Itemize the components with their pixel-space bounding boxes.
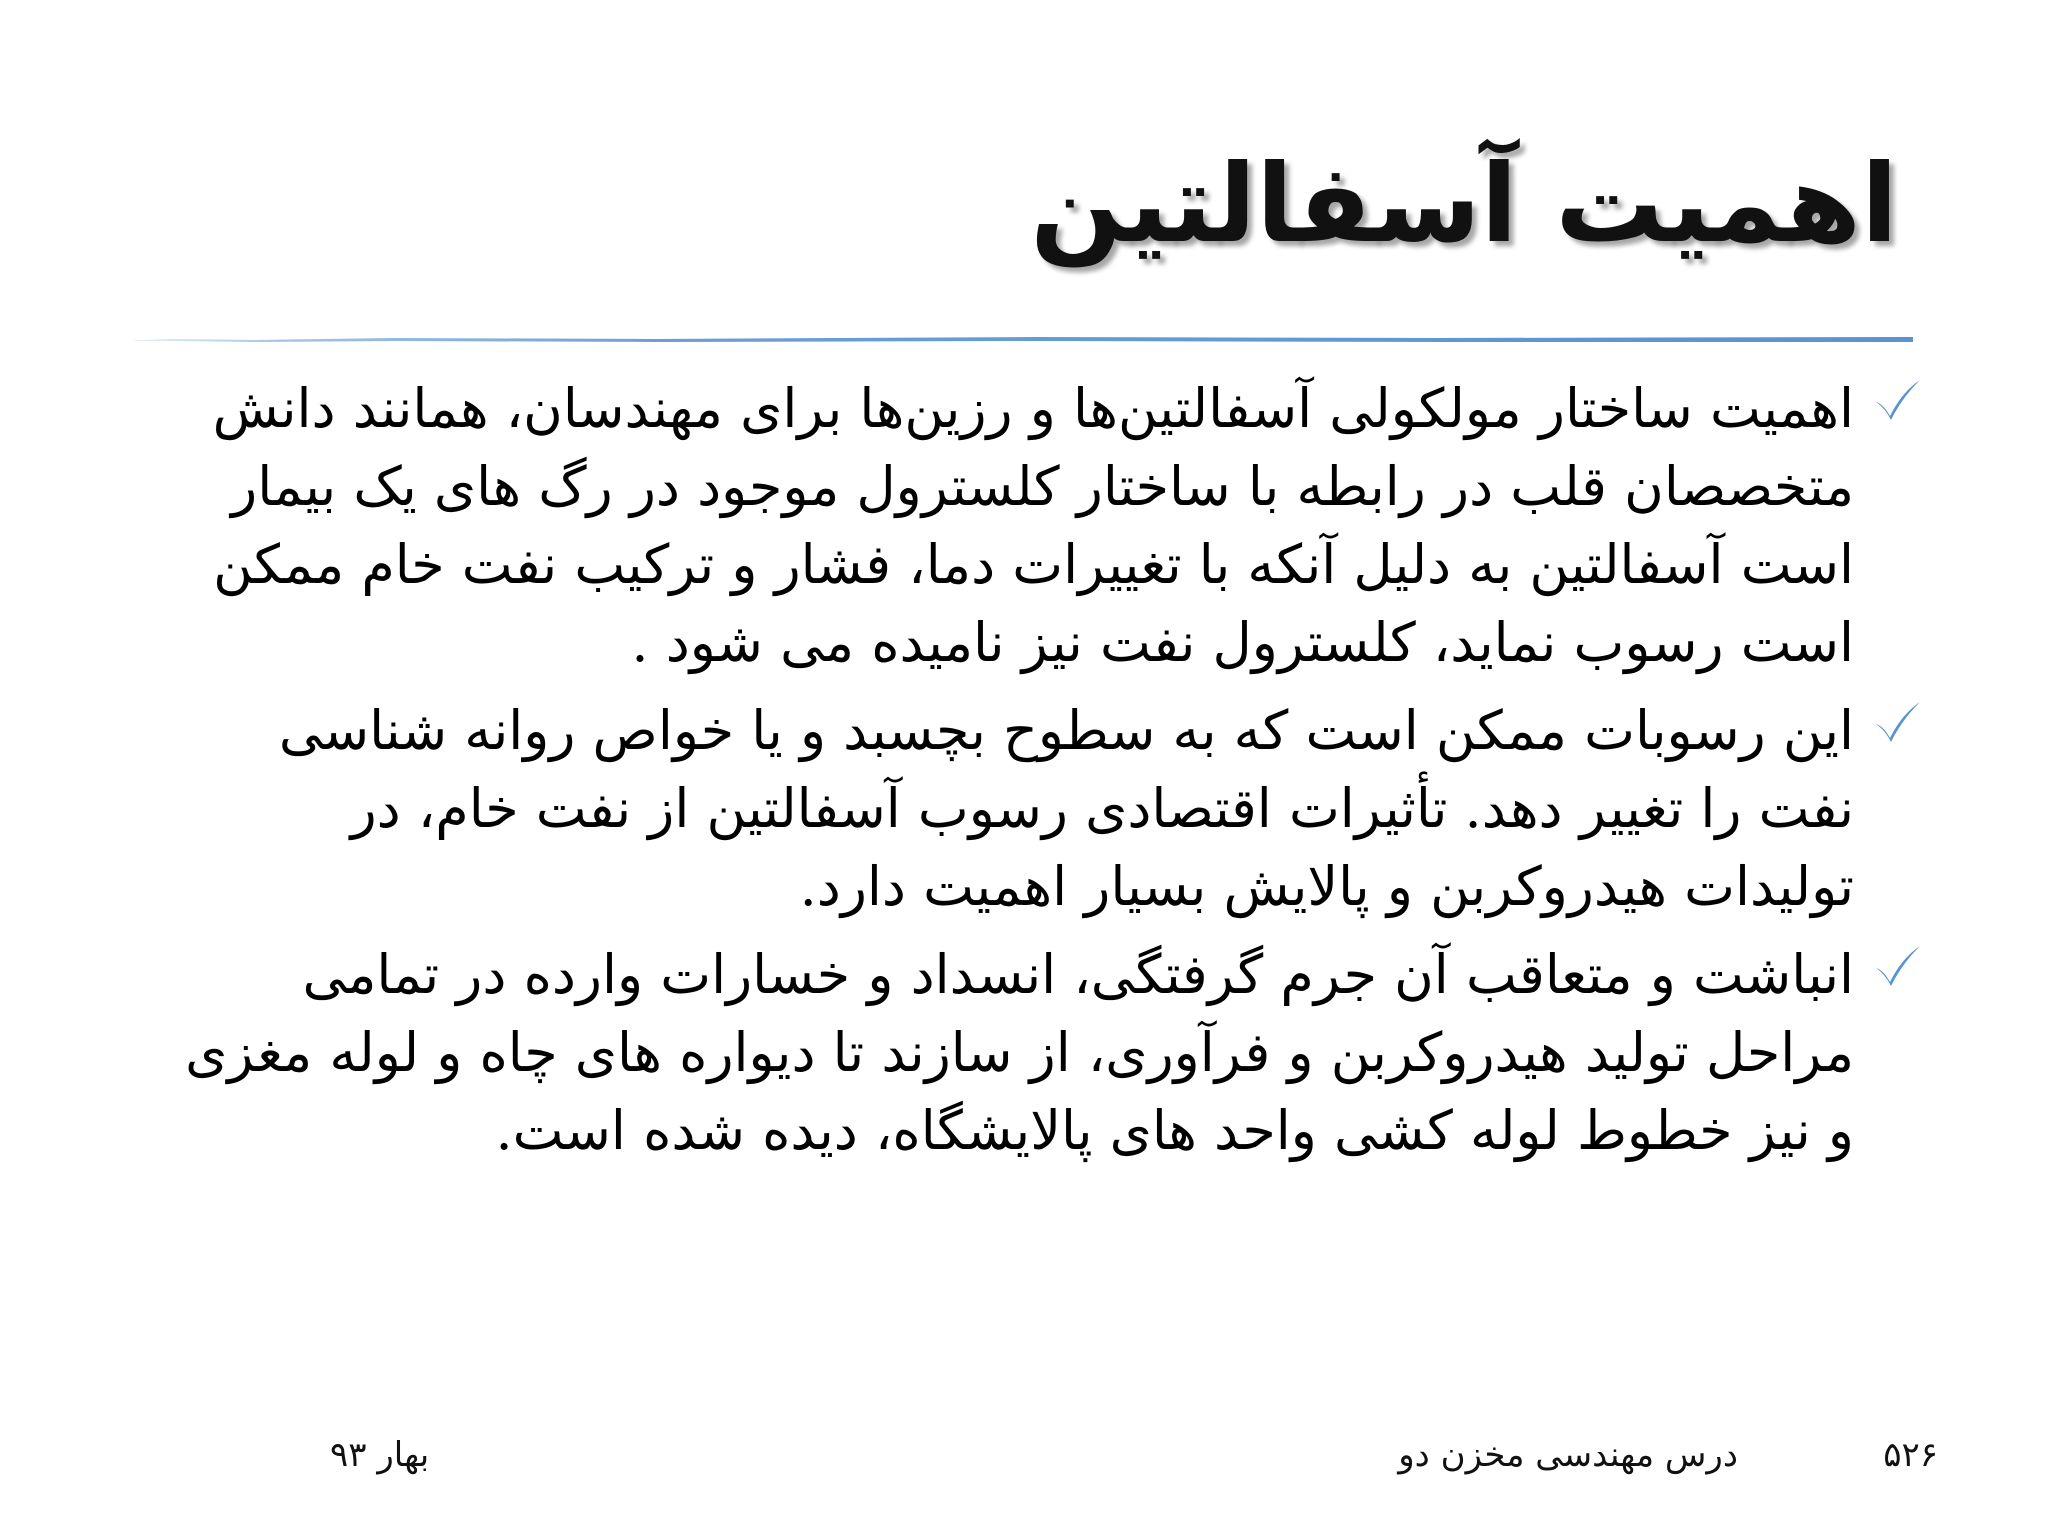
checkmark-icon: [1872, 376, 1924, 422]
bullet-text: این رسوبات ممکن است که به سطوح بچسبد و یا خواص روانه شناسی نفت را تغییر دهد. تأثیرات اقتصادی رسوب آسفالتین از نفت خام، در تولیدات هیدروکربن و پالایش بسیار اهمیت دارد.: [278, 699, 1854, 918]
checkmark-icon: [1872, 698, 1924, 744]
bullet-text: اهمیت ساختار مولکولی آسفالتین‌ها و رزین‌ها برای مهندسان، همانند دانش متخصصان قلب در رابطه با ساختار کلسترول موجود در رگ های یک بیمار است آسفالتین به دلیل آنکه با تغییرات دما، فشار و ترکیب نفت خام ممکن است رسوب نماید، کلسترول نفت نیز نامیده می شود .: [212, 377, 1854, 674]
bullet-list: [178, 370, 1898, 1180]
course-name: درس مهندسی مخزن دو: [1398, 1435, 1738, 1475]
bullet-item: [178, 370, 1898, 682]
page-number: ۵۲۶: [1883, 1435, 1938, 1475]
checkmark-icon: [1872, 942, 1924, 988]
bullet-item: [178, 692, 1898, 926]
title-divider: [135, 334, 1913, 344]
term-label: بهار ۹۳: [330, 1435, 430, 1475]
bullet-text: انباشت و متعاقب آن جرم گرفتگی، انسداد و خسارات وارده در تمامی مراحل تولید هیدروکربن و فرآوری، از سازند تا دیواره های چاه و لوله مغزی و نیز خطوط لوله کشی واحد های پالایشگاه، دیده شده است.: [185, 943, 1854, 1162]
bullet-item: [178, 936, 1898, 1170]
slide-title: اهمیت آسفالتین: [1030, 142, 1898, 267]
